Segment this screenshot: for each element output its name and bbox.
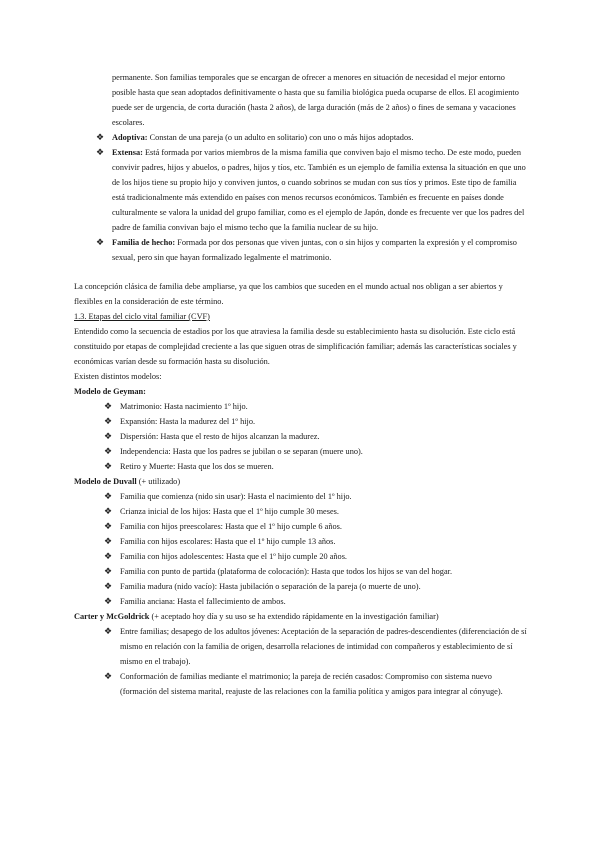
diamond-bullet-icon: ❖ xyxy=(104,536,113,546)
list-item: ❖ Familia anciana: Hasta el fallecimiento de ambos. xyxy=(74,594,530,609)
conception-paragraph: La concepción clásica de familia debe ampliarse, ya que los cambios que suceden en el mundo actual nos obligan a ser abiertos y flexibles en la consideración de este término. xyxy=(74,282,503,306)
term-description: Formada por dos personas que viven juntas, con o sin hijos y comparten la expresión y el compromiso sexual, pero sin que hayan formalizado legalmente el matrimonio. xyxy=(112,238,517,262)
list-item: ❖ Familia con punto de partida (plataforma de colocación): Hasta que todos los hijos se van del hogar. xyxy=(74,564,530,579)
list-item: ❖ Familia con hijos adolescentes: Hasta que el 1º hijo cumple 20 años. xyxy=(74,549,530,564)
list-item: ❖ Retiro y Muerte: Hasta que los dos se mueren. xyxy=(74,459,530,474)
duvall-heading xyxy=(74,474,530,489)
diamond-bullet-icon: ❖ xyxy=(104,506,113,516)
carter-heading xyxy=(74,609,530,624)
diamond-bullet-icon: ❖ xyxy=(104,521,113,531)
diamond-bullet-icon: ❖ xyxy=(104,401,113,411)
list-item: ❖ Crianza inicial de los hijos: Hasta que el 1º hijo cumple 30 meses. xyxy=(74,504,530,519)
carter-note: (+ aceptado hoy día y su uso se ha extendido rápidamente en la investigación familiar) xyxy=(149,612,439,621)
models-intro: Existen distintos modelos: xyxy=(74,372,162,381)
carter-list xyxy=(74,624,530,699)
list-item: ❖ Dispersión: Hasta que el resto de hijos alcanzan la madurez. xyxy=(74,429,530,444)
diamond-bullet-icon: ❖ xyxy=(104,551,113,561)
duvall-list xyxy=(74,489,530,609)
list-item: ❖ Conformación de familias mediante el matrimonio; la pareja de recién casados: Compromiso con sistema nuevo (formación del sistema marital, reajuste de las relaciones con la familia política y amigos para integrar al cónyuge). xyxy=(104,671,503,696)
list-item: ❖ Entre familias; desapego de los adultos jóvenes: Aceptación de la separación de padres-descendientes (diferenciación de sí mismo en relación con la familia de origen, desarrolla relaciones de intimidad con compañeros y establecimiento de sí mismo en el trabajo). xyxy=(104,626,527,666)
list-item xyxy=(74,235,530,265)
diamond-bullet-icon: ❖ xyxy=(104,446,113,456)
carter-title: Carter y McGoldrick xyxy=(74,612,150,621)
list-item: ❖ Familia con hijos preescolares: Hasta que el 1º hijo cumple 6 años. xyxy=(74,519,530,534)
list-item xyxy=(74,130,530,145)
geyman-list xyxy=(74,399,530,474)
diamond-bullet-icon: ❖ xyxy=(104,416,113,426)
diamond-bullet-icon: ❖ xyxy=(104,596,113,606)
geyman-title: Modelo de Geyman: xyxy=(74,387,146,396)
diamond-bullet-icon: ❖ xyxy=(104,461,113,471)
diamond-bullet-icon: ❖ xyxy=(104,626,113,636)
diamond-bullet-icon: ❖ xyxy=(104,671,113,681)
diamond-bullet-icon: ❖ xyxy=(104,431,113,441)
list-item: ❖ Independencia: Hasta que los padres se jubilan o se separan (muere uno). xyxy=(74,444,530,459)
definition-paragraph: Entendido como la secuencia de estadios por los que atraviesa la familia desde su establecimiento hasta su disolución. Este ciclo está constituido por etapas de complejidad creciente a las que siguen otras de simplificación familiar; además las características sociales y económicas varían desde su formación hasta su disolución. xyxy=(74,327,517,366)
diamond-bullet-icon: ❖ xyxy=(104,566,113,576)
diamond-bullet-icon: ❖ xyxy=(104,491,113,501)
diamond-bullet-icon: ❖ xyxy=(96,147,105,157)
list-item xyxy=(74,145,530,235)
diamond-bullet-icon: ❖ xyxy=(96,237,105,247)
list-item: ❖ Matrimonio: Hasta nacimiento 1º hijo. xyxy=(74,399,530,414)
family-types-list xyxy=(74,130,530,265)
term: Adoptiva: xyxy=(112,133,148,142)
diamond-bullet-icon: ❖ xyxy=(104,581,113,591)
term: Extensa: xyxy=(112,148,143,157)
list-item: ❖ Familia que comienza (nido sin usar): Hasta el nacimiento del 1º hijo. xyxy=(74,489,530,504)
duvall-note: (+ utilizado) xyxy=(136,477,181,486)
list-item: ❖ Familia con hijos escolares: Hasta que el 1º hijo cumple 13 años. xyxy=(74,534,530,549)
term-description: Está formada por varios miembros de la misma familia que conviven bajo el mismo techo. De este modo, pueden convivir padres, hijos y abuelos, o padres, hijos y tíos, etc. También es un ejemplo de familia extensa la situación en que uno de los hijos tiene su propio hijo y conviven juntos, o cuando sobrinos se mudan con sus tíos y primos. Este tipo de familia está tradicionalmente más extendido en países con menos recursos económicos. También es frecuente en países donde culturalmente se valora la unidad del grupo familiar, como es el ejemplo de Japón, donde es frecuente ver que los padres del padre de familia convivan bajo el mismo techo que la familia nuclear de su hijo. xyxy=(112,148,526,232)
list-item: ❖ Familia madura (nido vacío): Hasta jubilación o separación de la pareja (o muerte de uno). xyxy=(74,579,530,594)
diamond-bullet-icon: ❖ xyxy=(96,132,105,142)
duvall-title: Modelo de Duvall xyxy=(74,477,137,486)
section-heading: 1.3. Etapas del ciclo vital familiar (CVF) xyxy=(74,312,210,321)
term: Familia de hecho: xyxy=(112,238,176,247)
term-description: Constan de una pareja (o un adulto en solitario) con uno o más hijos adoptados. xyxy=(147,133,414,142)
intro-continuation: permanente. Son familias temporales que se encargan de ofrecer a menores en situación de necesidad el mejor entorno posible hasta que sean adoptados definitivamente o hasta que su familia biológica pueda ocuparse de ellos. El acogimiento puede ser de urgencia, de corta duración (hasta 2 años), de larga duración (más de 2 años) o fines de semana y vacaciones escolares. xyxy=(112,73,519,127)
list-item: ❖ Expansión: Hasta la madurez del 1º hijo. xyxy=(74,414,530,429)
